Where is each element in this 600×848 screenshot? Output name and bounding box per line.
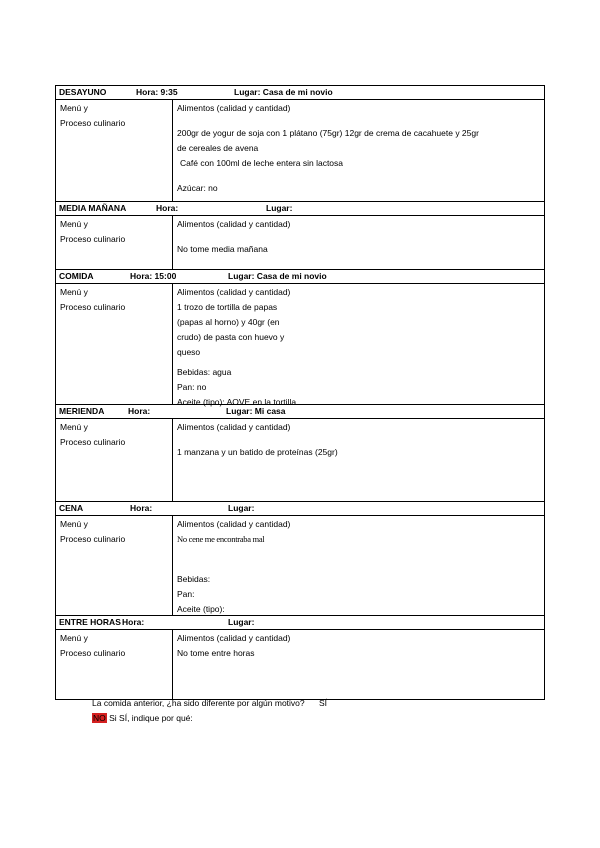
- footer-question: [92, 696, 327, 726]
- menu-label-cell: [56, 419, 173, 501]
- menu-label-cell: [56, 100, 173, 201]
- question-text: La comida anterior, ¿ha sido diferente por algún motivo?: [92, 698, 305, 708]
- comida-header: [56, 270, 544, 284]
- cena-header: [56, 502, 544, 516]
- menu-label-cell: [56, 216, 173, 269]
- no-option[interactable]: NO: [93, 713, 106, 723]
- bebidas-line: Bebidas:: [177, 574, 211, 584]
- hora-label: Hora:: [122, 617, 145, 627]
- menu-label-cell: [56, 630, 173, 699]
- azucar-line: Azúcar: no: [177, 183, 218, 193]
- lugar-label: Lugar: Casa de mi novio: [228, 271, 327, 281]
- alimentos-label: Alimentos (calidad y cantidad): [177, 287, 291, 297]
- proceso-label: Proceso culinario: [60, 118, 126, 128]
- food-line: (papas al horno) y 40gr (en: [177, 317, 280, 327]
- alimentos-cell[interactable]: [173, 100, 544, 201]
- meal-name: MEDIA MAÑANA: [59, 203, 127, 213]
- alimentos-cell[interactable]: [173, 419, 544, 501]
- meal-name: CENA: [59, 503, 84, 513]
- alimentos-label: Alimentos (calidad y cantidad): [177, 519, 291, 529]
- alimentos-label: Alimentos (calidad y cantidad): [177, 633, 291, 643]
- menu-label-cell: [56, 516, 173, 615]
- alimentos-label: Alimentos (calidad y cantidad): [177, 422, 291, 432]
- media-manana-header: [56, 202, 544, 216]
- alimentos-label: Alimentos (calidad y cantidad): [177, 103, 291, 113]
- desayuno-body: [56, 100, 544, 202]
- lugar-label: Lugar:: [266, 203, 293, 213]
- menu-label-cell: [56, 284, 173, 404]
- meal-name: DESAYUNO: [59, 87, 107, 97]
- food-line: queso: [177, 347, 201, 357]
- meal-name: COMIDA: [59, 271, 94, 281]
- media-manana-body: [56, 216, 544, 270]
- hora-label: Hora: 15:00: [130, 271, 177, 281]
- alimentos-cell[interactable]: [173, 516, 544, 615]
- hora-label: Hora: 9:35: [136, 87, 178, 97]
- menu-label: Menú y: [60, 422, 88, 432]
- proceso-label: Proceso culinario: [60, 234, 126, 244]
- entre-horas-body: [56, 630, 544, 699]
- alimentos-label: Alimentos (calidad y cantidad): [177, 219, 291, 229]
- alimentos-cell[interactable]: [173, 216, 544, 269]
- lugar-label: Lugar: Mi casa: [226, 406, 286, 416]
- food-line: 1 trozo de tortilla de papas: [177, 302, 278, 312]
- entre-horas-header: [56, 616, 544, 630]
- menu-label: Menú y: [60, 633, 88, 643]
- hora-label: Hora:: [130, 503, 153, 513]
- food-line: 1 manzana y un batido de proteínas (25gr): [177, 447, 338, 457]
- food-line: Café con 100ml de leche entera sin lactosa: [180, 158, 344, 168]
- alimentos-cell[interactable]: [173, 284, 544, 407]
- meal-name: ENTRE HORAS: [59, 617, 121, 627]
- desayuno-header: [56, 86, 544, 100]
- merienda-header: [56, 405, 544, 419]
- food-line: crudo) de pasta con huevo y: [177, 332, 285, 342]
- aceite-line: Aceite (tipo):: [177, 604, 225, 614]
- food-line: No tome entre horas: [177, 648, 255, 658]
- lugar-label: Lugar:: [228, 617, 255, 627]
- food-diary-form: [55, 85, 545, 700]
- hora-label: Hora:: [128, 406, 151, 416]
- pan-line: Pan:: [177, 589, 195, 599]
- food-line: No cene me encontraba mal: [177, 534, 265, 544]
- lugar-label: Lugar:: [228, 503, 255, 513]
- proceso-label: Proceso culinario: [60, 534, 126, 544]
- menu-label: Menú y: [60, 219, 88, 229]
- food-line: de cereales de avena: [177, 143, 259, 153]
- lugar-label: Lugar: Casa de mi novio: [234, 87, 333, 97]
- proceso-label: Proceso culinario: [60, 437, 126, 447]
- food-line: 200gr de yogur de soja con 1 plátano (75gr) 12gr de crema de cacahuete y 25gr: [177, 128, 479, 138]
- explain-text: Si SÍ, indique por qué:: [109, 713, 193, 723]
- cena-body: [56, 516, 544, 616]
- alimentos-cell[interactable]: [173, 630, 544, 699]
- food-line: No tome media mañana: [177, 244, 268, 254]
- menu-label: Menú y: [60, 103, 88, 113]
- menu-label: Menú y: [60, 519, 88, 529]
- menu-label: Menú y: [60, 287, 88, 297]
- meal-name: MERIENDA: [59, 406, 105, 416]
- hora-label: Hora:: [156, 203, 179, 213]
- pan-line: Pan: no: [177, 382, 207, 392]
- bebidas-line: Bebidas: agua: [177, 367, 232, 377]
- aceite-line: Aceite (tipo): AOVE en la tortilla: [177, 397, 297, 407]
- merienda-body: [56, 419, 544, 502]
- comida-body: [56, 284, 544, 405]
- proceso-label: Proceso culinario: [60, 648, 126, 658]
- si-option[interactable]: SÍ: [319, 698, 328, 708]
- proceso-label: Proceso culinario: [60, 302, 126, 312]
